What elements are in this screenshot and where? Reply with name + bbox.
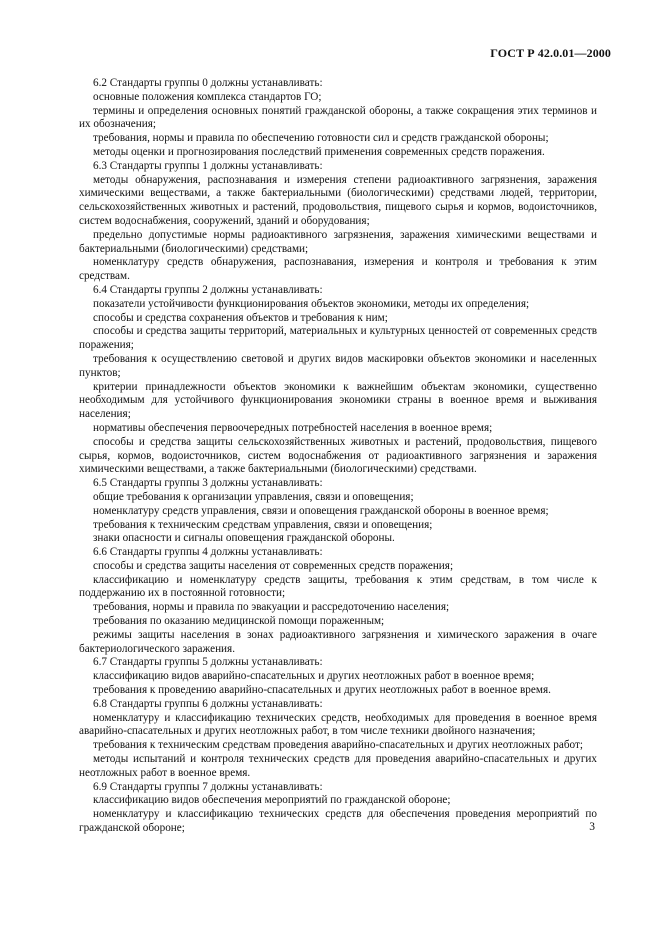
paragraph: термины и определения основных понятий гражданской обороны, а также сокращения этих терминов и их обозначения; — [79, 104, 597, 131]
paragraph: 6.7 Стандарты группы 5 должны устанавливать: — [93, 656, 323, 669]
paragraph: номенклатуру средств управления, связи и оповещения гражданской обороны в военное время; — [93, 504, 549, 517]
paragraph: общие требования к организации управления, связи и оповещения; — [93, 490, 414, 503]
paragraph: способы и средства защиты сельскохозяйственных животных и растений, продовольствия, пищевого сырья, кормов, водоисточников, систем водоснабжения от радиоактивного загрязнения и заражения химическими веществами, а также бактериальными (биологическими) средствами. — [79, 435, 597, 476]
page-body — [79, 77, 597, 836]
paragraph: требования по оказанию медицинской помощи пораженным; — [93, 615, 385, 628]
paragraph: номенклатуру и классификацию технических средств для обеспечения проведения мероприятий по гражданской обороне; — [79, 808, 597, 835]
paragraph: нормативы обеспечения первоочередных потребностей населения в военное время; — [93, 421, 493, 434]
paragraph: показатели устойчивости функционирования объектов экономики, методы их определения; — [93, 297, 530, 310]
paragraph: способы и средства защиты населения от современных средств поражения; — [93, 559, 454, 572]
paragraph: знаки опасности и сигналы оповещения гражданской обороны. — [93, 532, 395, 545]
paragraph: требования к техническим средствам управления, связи и оповещения; — [93, 518, 433, 531]
paragraph: требования к проведению аварийно-спасательных и других неотложных работ в военное время. — [93, 684, 551, 697]
paragraph: требования к осуществлению световой и других видов маскировки объектов экономики и населенных пунктов; — [79, 352, 597, 379]
paragraph: классификацию видов обеспечения мероприятий по гражданской обороне; — [93, 794, 451, 807]
paragraph: номенклатуру средств обнаружения, распознавания, измерения и контроля и требования к этим средствам. — [79, 256, 597, 283]
paragraph: способы и средства сохранения объектов и требования к ним; — [93, 311, 388, 324]
paragraph: номенклатуру и классификацию технических средств, необходимых для проведения в военное время аварийно-спасательных и других неотложных работ, в том числе техники двойного назначения; — [79, 711, 597, 738]
paragraph: 6.3 Стандарты группы 1 должны устанавливать: — [93, 159, 323, 172]
page-number: 3 — [589, 821, 595, 833]
paragraph: требования к техническим средствам проведения аварийно-спасательных и других неотложных работ; — [93, 739, 583, 752]
paragraph: методы обнаружения, распознавания и измерения степени радиоактивного загрязнения, заражения химическими веществами, а также бактериальными (биологическими) средствами людей, территории, сельскохозяйственных животных и растений, продовольствия, пищевого сырья и кормов, водоисточников, систем водоснабжения, сооружений, зданий и оборудования; — [79, 173, 597, 227]
paragraph: методы оценки и прогнозирования последствий применения современных средств поражения. — [93, 145, 545, 158]
paragraph: 6.6 Стандарты группы 4 должны устанавливать: — [93, 546, 323, 559]
paragraph: методы испытаний и контроля технических средств для проведения аварийно-спасательных и других неотложных работ в военное время. — [79, 753, 597, 779]
paragraph: режимы защиты населения в зонах радиоактивного загрязнения и химического заражения в очаге бактериологического заражения. — [79, 628, 597, 655]
paragraph: классификацию и номенклатуру средств защиты, требования к этим средствам, в том числе к поддержанию их в постоянной готовности; — [79, 573, 597, 600]
paragraph: предельно допустимые нормы радиоактивного загрязнения, заражения химическими веществами и бактериальными (биологическими) средствами; — [79, 228, 597, 255]
paragraph: классификацию видов аварийно-спасательных и других неотложных работ в военное время; — [93, 670, 535, 683]
document-header: ГОСТ Р 42.0.01—2000 — [490, 46, 611, 60]
paragraph: 6.8 Стандарты группы 6 должны устанавливать: — [93, 697, 323, 710]
paragraph: 6.2 Стандарты группы 0 должны устанавливать: — [93, 77, 323, 89]
paragraph: основные положения комплекса стандартов ГО; — [93, 90, 322, 103]
paragraph: 6.9 Стандарты группы 7 должны устанавливать: — [93, 780, 323, 793]
paragraph: требования, нормы и правила по эвакуации и рассредоточению населения; — [93, 601, 450, 614]
paragraph: 6.5 Стандарты группы 3 должны устанавливать: — [93, 477, 323, 490]
paragraph: критерии принадлежности объектов экономики к важнейшим объектам экономики, существенно необходимым для устойчивого функционирования экономики страны в военное время и выживания населения; — [79, 380, 597, 421]
paragraph: 6.4 Стандарты группы 2 должны устанавливать: — [93, 283, 323, 296]
paragraph: требования, нормы и правила по обеспечению готовности сил и средств гражданской обороны; — [93, 132, 549, 145]
paragraph: способы и средства защиты территорий, материальных и культурных ценностей от современных средств поражения; — [79, 325, 597, 352]
